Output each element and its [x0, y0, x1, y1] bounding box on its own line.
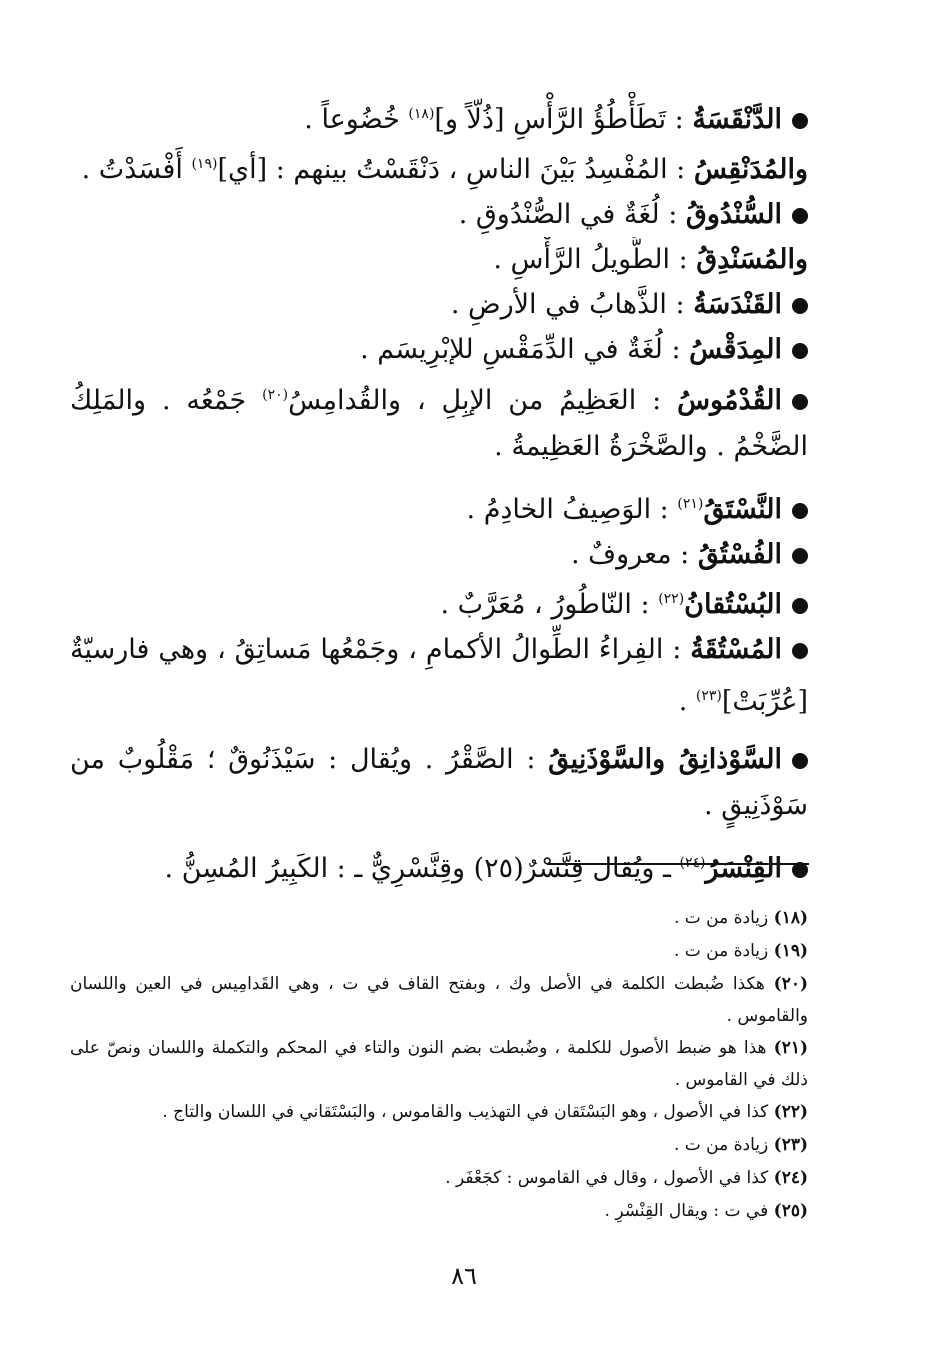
entry-line: والمُدَنْقِسُ : المُفْسِدُ بَيْنَ الناسِ ، دَنْقَسْتُ بينهم : [أي]$^{(١٩)}$ أَفْسَدْتُ . — [81, 154, 808, 185]
bullet-icon — [792, 343, 808, 359]
bullet-icon — [792, 394, 808, 410]
footnote: (٢٣) زيادة من ت . — [673, 1135, 808, 1155]
bullet-icon — [792, 753, 808, 769]
entry-line: القُدْمُوسُ : العَظِيمُ من الإبِلِ ، والقُدامِسُ$^{(٢٠)}$ جَمْعُه . والمَلِكُ الضَّخْمُ . والصَّخْرَةُ العَظِيمةُ . — [70, 385, 808, 462]
entry-term: القُدْمُوسُ — [677, 385, 783, 416]
entry-term: المُسْتُقَةُ — [690, 634, 782, 665]
footnote: (٢٠) هكذا ضُبطت الكلمة في الأصل وك ، وبفتح القاف في ت ، وهي القَدامِيس في العين واللسان والقاموس . — [70, 974, 808, 1026]
entry-line: القِنْسَرُ$^{(٢٤)}$ ـ ويُقال قِنَّسْرٌ(٢٥) وقِنَّسْرِيٌّ ـ : الكَبِيرُ المُسِنُّ . — [70, 841, 808, 891]
footnote-ref: (٢١) — [677, 496, 704, 512]
entry-line: القَنْدَسَةُ : الذَّهابُ في الأرضِ . — [70, 282, 808, 327]
footnote-ref: (٢٣) — [695, 688, 722, 704]
entry-term: السَّوْذانِقُ والسَّوْذَنِيقُ — [548, 744, 782, 775]
entry-term: المِدَقْسُ — [689, 334, 782, 365]
footnote-ref: (٢٠) — [262, 387, 289, 403]
footnote-number: (١٨) — [773, 908, 808, 928]
entry-line: البُسْتُقانُ$^{(٢٢)}$ : النّاطُورُ ، مُعَرَّبٌ . — [70, 577, 808, 627]
footnote: (١٨) زيادة من ت . — [673, 908, 808, 928]
entry-term: والمُدَنْقِسُ — [693, 154, 808, 185]
entry-term: البُسْتُقانُ — [684, 589, 782, 620]
dictionary-entries — [70, 92, 808, 891]
footnote-number: (٢٤) — [773, 1168, 808, 1188]
entry-line: المِدَقْسُ : لُغَةٌ في الدِّمَقْسِ للإبْرِيسَم . — [70, 327, 808, 372]
entry-line: الدَّنْقَسَةُ : تَطَأْطُؤُ الرَّأْسِ [ذُلّاً و]$^{(١٨)}$ خُضُوعاً . — [70, 92, 808, 142]
footnote-number: (١٩) — [773, 941, 808, 961]
footnote: (٢٢) كذا في الأصول ، وهو البَسْتَقان في التهذيب والقاموس ، والبَسْتَقاني في اللسان والتاج . — [162, 1102, 808, 1122]
footnote: (٢١) هذا هو ضبط الأصول للكلمة ، وضُبطت بضم النون والتاء في المحكم والتكملة واللسان ونصّ على ذلك في القاموس . — [70, 1038, 808, 1090]
entry-term: الفُسْتُقُ — [697, 539, 782, 570]
bullet-icon — [792, 503, 808, 519]
entry-line: السَّوْذانِقُ والسَّوْذَنِيقُ : الصَّقْرُ . ويُقال : سَيْذَنُوقٌ ؛ مَقْلُوبٌ من سَوْذَنِيقٍ . — [70, 744, 808, 821]
footnote-ref: (١٨) — [408, 106, 435, 122]
bullet-icon — [792, 113, 808, 129]
footnote-ref: (١٩) — [191, 156, 218, 172]
bullet-icon — [792, 298, 808, 314]
footnotes — [70, 902, 808, 1228]
entry-term: والمُسَنْدِقُ — [696, 244, 808, 275]
footnote-ref: (٢٤) — [679, 855, 706, 871]
bullet-icon — [792, 548, 808, 564]
footnote-number: (٢٥) — [773, 1201, 808, 1221]
footnote-number: (٢٠) — [773, 974, 808, 994]
entry-term: النَّسْتَقُ — [703, 494, 782, 525]
footnote-number: (٢٣) — [773, 1135, 808, 1155]
bullet-icon — [792, 598, 808, 614]
entry-line: النَّسْتَقُ$^{(٢١)}$ : الوَصِيفُ الخادِمُ . — [70, 482, 808, 532]
footnote-separator — [547, 863, 809, 865]
footnote: (١٩) زيادة من ت . — [673, 941, 808, 961]
footnote: (٢٥) في ت : ويقال القِنْسْرِ . — [604, 1201, 808, 1221]
footnote-ref: (٢٢) — [658, 591, 685, 607]
entry-line: المُسْتُقَةُ : الفِراءُ الطِّوالُ الأكمامِ ، وجَمْعُها مَساتِقُ ، وهي فارسيّةٌ [عُرِّبَتْ]$^{(٢٣)}$ . — [70, 634, 808, 717]
bullet-icon — [792, 208, 808, 224]
entry-term: القَنْدَسَةُ — [693, 289, 782, 320]
footnote-number: (٢٢) — [773, 1102, 808, 1122]
bullet-icon — [792, 643, 808, 659]
entry-term: القِنْسَرُ — [705, 853, 782, 884]
page-number: ٨٦ — [451, 1262, 477, 1290]
entry-term: السُّنْدُوقُ — [685, 199, 782, 230]
entry-line: السُّنْدُوقُ : لُغَةٌ في الصُّنْدُوقِ . — [70, 192, 808, 237]
footnote: (٢٤) كذا في الأصول ، وقال في القاموس : كجَعْفَر . — [445, 1168, 808, 1188]
footnote-number: (٢١) — [773, 1038, 808, 1058]
entry-line: الفُسْتُقُ : معروفٌ . — [70, 532, 808, 577]
entry-term: الدَّنْقَسَةُ — [692, 104, 782, 135]
entry-line: والمُسَنْدِقُ : الطَّويلُ الرَّأْسِ . — [493, 244, 808, 275]
